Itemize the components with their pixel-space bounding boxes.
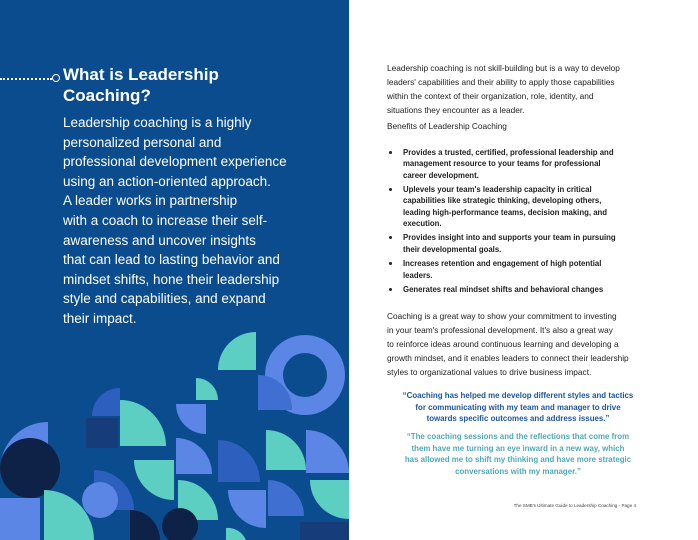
decor-quarter xyxy=(218,440,260,482)
text-line: within the context of their organization, role, identity, and xyxy=(387,91,594,101)
body-line: A leader works in partnership xyxy=(63,193,238,209)
decor-quarter xyxy=(130,510,160,540)
text-line: Leadership coaching is not skill-building but is a way to develop xyxy=(387,63,620,73)
text-line: to reinforce ideas around continuous learning and developing a xyxy=(387,339,619,350)
intro-paragraph xyxy=(387,61,649,117)
decor-quarter xyxy=(268,480,304,516)
decor-circle xyxy=(0,438,60,498)
body-line: Leadership coaching is a highly xyxy=(63,115,252,130)
decor-circle xyxy=(82,482,118,518)
decor-square xyxy=(0,498,40,540)
title-line: Coaching? xyxy=(63,86,151,105)
intro-statement xyxy=(63,113,325,329)
list-item xyxy=(387,147,649,181)
quote-line: “The coaching sessions and the reflections that come from xyxy=(406,432,630,441)
testimonial-quote xyxy=(387,431,649,477)
text-line: situations they encounter as a leader. xyxy=(387,105,525,115)
quote-line: towards specific outcomes and address issues.” xyxy=(426,414,610,424)
bullet-icon xyxy=(389,288,392,291)
shape-group xyxy=(0,332,349,540)
text-line: leaders' capabilities and their ability to apply those capabilities xyxy=(387,77,615,87)
decor-quarter xyxy=(120,400,166,446)
decor-quarter xyxy=(134,460,174,500)
item-line: Increases retention and engagement of high potential xyxy=(403,259,602,269)
list-item xyxy=(387,258,649,281)
bullet-icon xyxy=(389,236,392,239)
item-line: leaders. xyxy=(403,270,433,280)
body-line: professional development experience xyxy=(63,154,287,170)
list-item xyxy=(387,284,649,295)
page-footer: The SMB's Ultimate Guide to Leadership Coaching - Page 4 xyxy=(513,503,636,508)
body-line: mindset shifts, hone their leadership xyxy=(63,271,280,287)
decor-square xyxy=(300,522,349,540)
body-line: their impact. xyxy=(63,310,137,326)
text-line: styles to organizational values to drive business impact. xyxy=(387,367,592,378)
commitment-paragraph xyxy=(387,309,649,379)
ring-marker-icon xyxy=(52,74,60,82)
decor-quarter xyxy=(306,430,349,473)
item-line: leading high-performance teams, decision making, and xyxy=(403,207,608,217)
item-line: execution. xyxy=(403,218,442,228)
body-line: awareness and uncover insights xyxy=(63,232,256,248)
quote-line: conversations with my manager.” xyxy=(455,466,581,476)
bullet-icon xyxy=(389,151,392,154)
list-item xyxy=(387,184,649,229)
item-line: Uplevels your team's leadership capacity in critical xyxy=(403,185,592,195)
decor-quarter xyxy=(266,430,306,470)
section-title xyxy=(63,64,333,106)
decor-quarter xyxy=(196,378,218,400)
quote-line: for communicating with my team and manager to drive xyxy=(415,402,621,412)
decor-quarter xyxy=(310,480,349,519)
decor-circle xyxy=(283,353,327,397)
text-line: in your team's professional development. It's also a great way xyxy=(387,325,613,336)
decor-quarter xyxy=(92,388,120,416)
quote-line: them have me turning an eye inward in a new way, which xyxy=(411,443,625,453)
dotted-rule xyxy=(0,78,52,80)
bullet-icon xyxy=(389,262,392,265)
body-line: style and capabilities, and expand xyxy=(63,291,266,307)
item-line: Provides a trusted, certified, professional leadership and xyxy=(403,148,614,157)
text-line: growth mindset, and it enables leaders to connect their leadership xyxy=(387,353,629,364)
geometric-decoration xyxy=(0,330,349,540)
body-line: that can lead to lasting behavior and xyxy=(63,252,280,268)
right-panel xyxy=(349,0,698,540)
decor-quarter xyxy=(226,528,246,540)
list-item xyxy=(387,232,649,255)
benefits-list xyxy=(387,147,649,299)
quote-line: has allowed me to shift my thinking and have more strategic xyxy=(404,455,632,465)
item-line: Generates real mindset shifts and behavioral changes xyxy=(403,285,604,295)
text-line: Coaching is a great way to show your commitment to investing xyxy=(387,311,617,321)
decor-quarter xyxy=(176,404,206,434)
body-line: with a coach to increase their self- xyxy=(63,212,268,228)
item-line: capabilities like strategic thinking, developing others, xyxy=(403,196,602,206)
decor-square xyxy=(86,418,118,448)
item-line: career development. xyxy=(403,170,479,180)
bullet-icon xyxy=(389,188,392,191)
item-line: their developmental goals. xyxy=(403,244,502,254)
decor-quarter xyxy=(218,332,256,370)
item-line: Provides insight into and supports your team in pursuing xyxy=(403,233,616,243)
quote-line: “Coaching has helped me develop different styles and tactics xyxy=(402,391,634,400)
testimonial-quote xyxy=(387,390,649,425)
item-line: management resource to your teams for professional xyxy=(403,159,601,169)
benefits-heading: Benefits of Leadership Coaching xyxy=(387,121,507,131)
body-line: personalized personal and xyxy=(63,134,222,150)
decor-quarter xyxy=(176,438,212,474)
decor-quarter xyxy=(228,490,266,528)
body-line: using an action-oriented approach. xyxy=(63,173,271,189)
title-line: What is Leadership xyxy=(63,65,219,84)
